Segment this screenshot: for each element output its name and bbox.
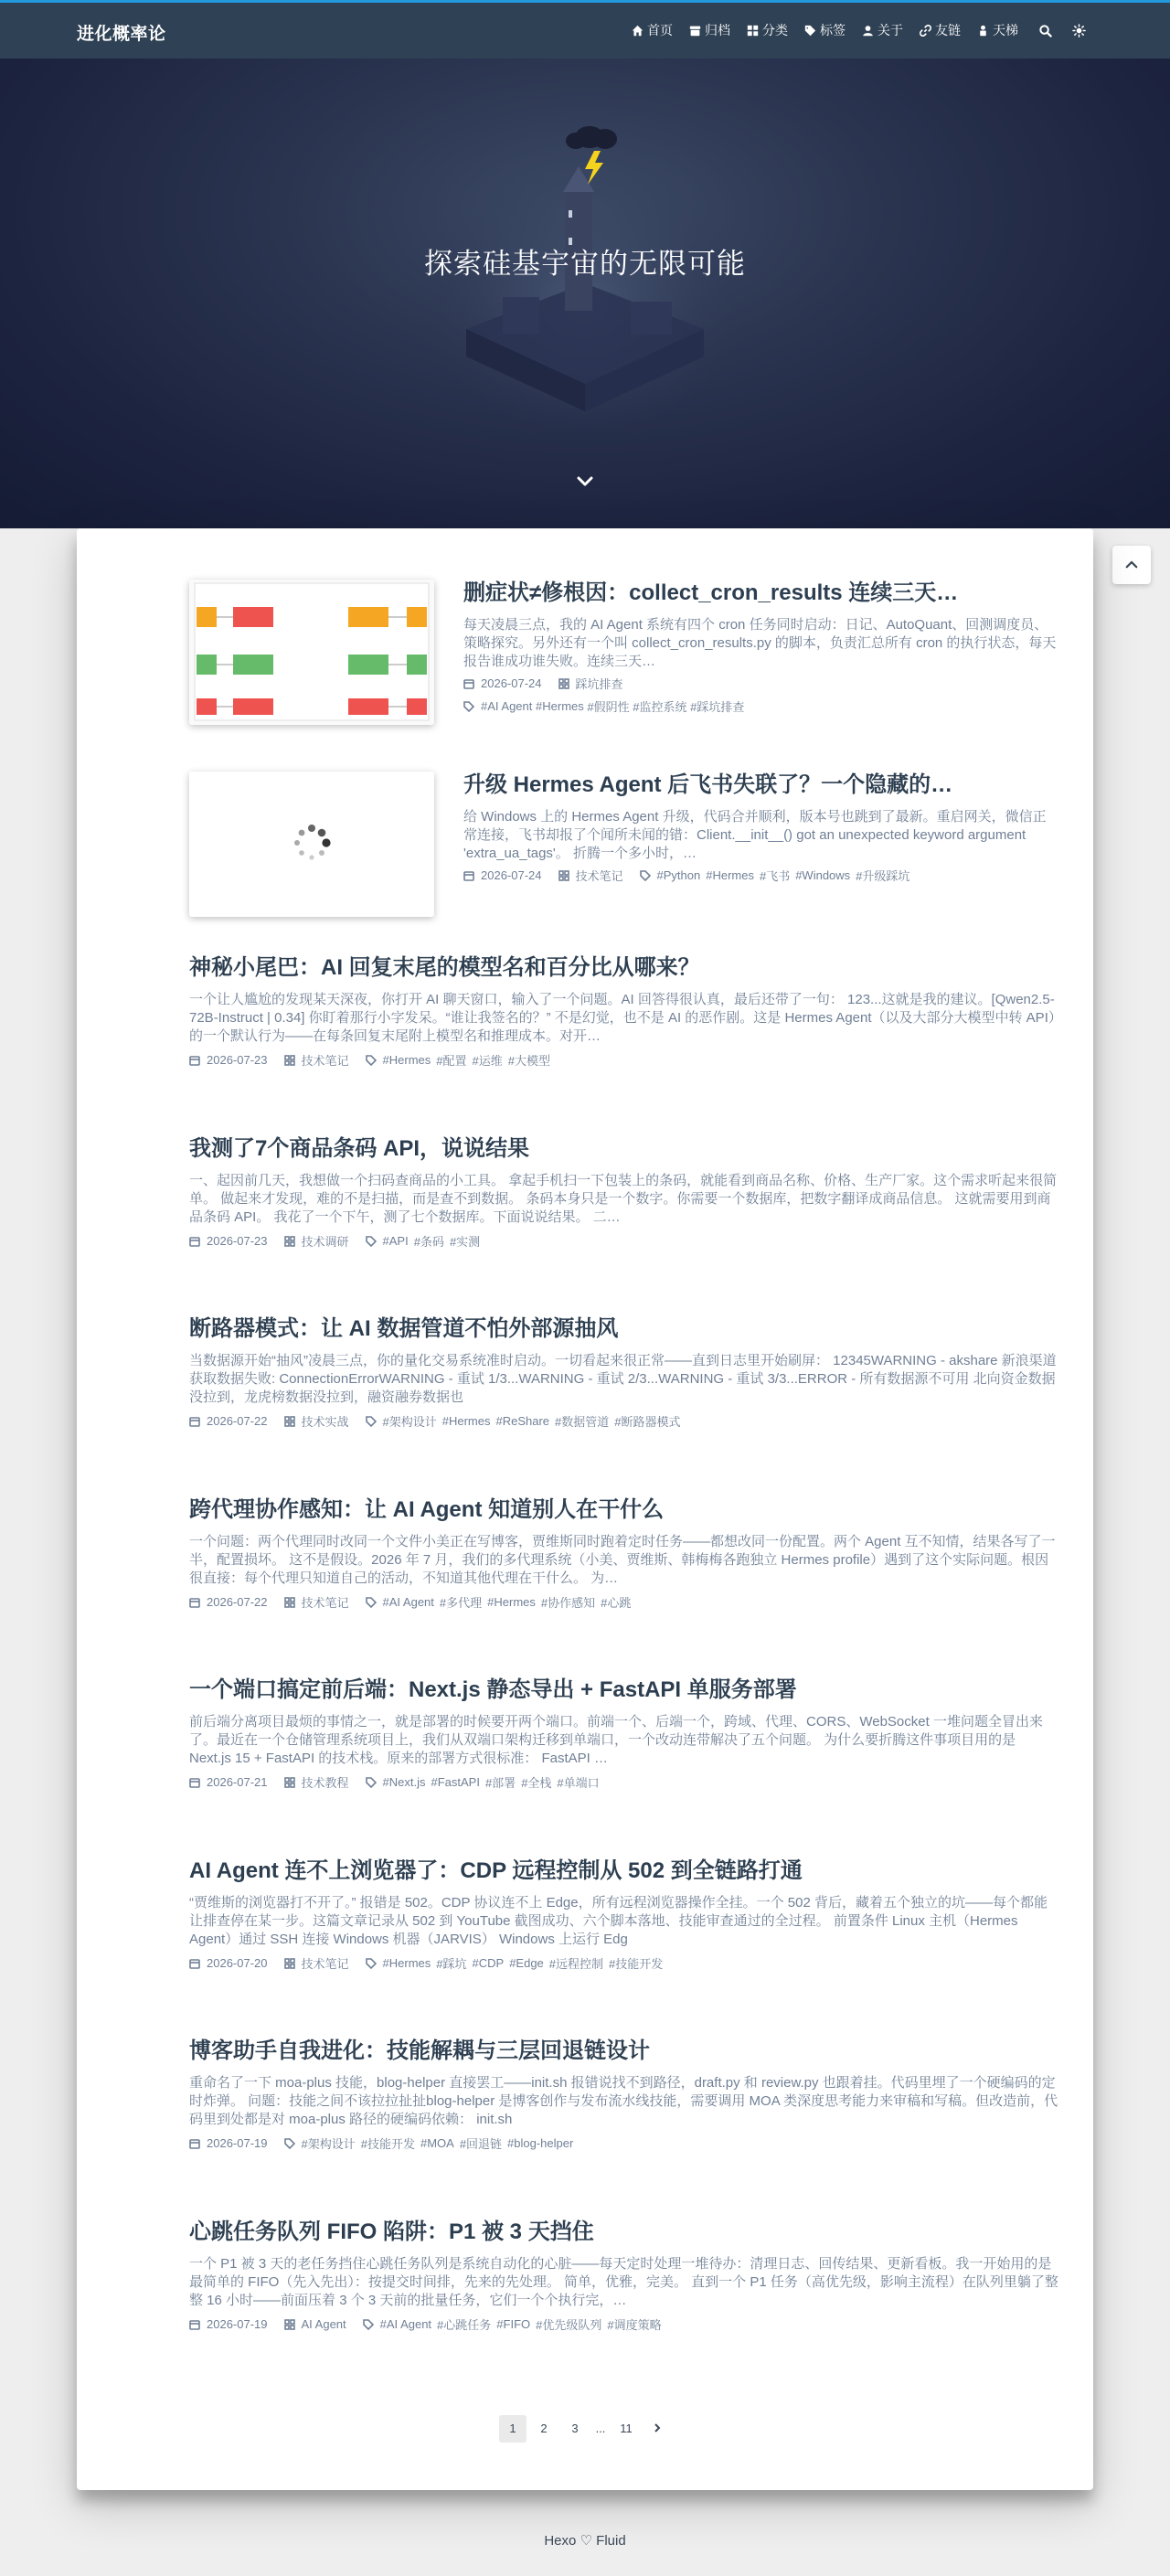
hero-title: 探索硅基宇宙的无限可能 xyxy=(424,248,746,280)
post-thumbnail[interactable] xyxy=(189,580,434,725)
post-category[interactable] xyxy=(284,1773,349,1791)
tag-icon xyxy=(366,1777,377,1788)
post-excerpt[interactable]: 一、起因前几天，我想做一个扫码查商品的小工具。 拿起手机扫一下包装上的条码，就能看到商品名称、价格、生产厂家。这个需求听起来很简单。 做起来才发现，难的不是扫描，而是查不到数据。 条码本身只是一个数字。你需要一个数据库，把数字翻译成商品信息。 这就需要用到商品条码 API。 我花了一个下午，测了七个数据库。下面说说结果。 二… xyxy=(189,1173,1058,1225)
nav-item-tags[interactable] xyxy=(803,21,846,39)
post-category[interactable] xyxy=(558,867,623,884)
post-content xyxy=(189,1135,1059,1250)
post-category[interactable] xyxy=(284,1593,349,1611)
tag-icon xyxy=(803,24,816,37)
post-excerpt[interactable]: 一个让人尴尬的发现某天深夜，你打开 AI 聊天窗口，输入了一个问题。AI 回答得很认真，最后还带了一句： 123...这就是我的建议。[Qwen2.5-72B-Instruct | 0.34] 你盯着那行小字发呆。“谁让我签名的？” 不是幻觉，也不是 AI 的恶作剧。这是 Hermes Agent（以及大部分大模型中转 API）的一个默认行为——在每条回复末尾附上模型名和推理成本。对开… xyxy=(189,992,1056,1044)
post-thumbnail[interactable] xyxy=(189,772,434,917)
post-tag[interactable]: #实测 xyxy=(449,1235,481,1249)
post-date-text: 2026-07-23 xyxy=(207,1053,268,1067)
page-ellipsis: ... xyxy=(595,2422,606,2435)
post-tag[interactable]: #ReShare xyxy=(495,1414,550,1428)
post-title[interactable]: 一个端口搞定前后端：Next.js 静态导出 + FastAPI 单服务部署 xyxy=(189,1677,797,1702)
tag-icon xyxy=(284,2138,295,2149)
post-tags xyxy=(366,1051,556,1069)
post-excerpt[interactable]: 每天凌晨三点，我的 AI Agent 系统有四个 cron 任务同时启动：日记、AutoQuant、回测调度员、策略探究。另外还有一个叫 collect_cron_results.py 的脚本，负责汇总所有 cron 的执行状态，每天报告谁成功谁失败。连续三天… xyxy=(463,617,1057,669)
post-excerpt[interactable]: 给 Windows 上的 Hermes Agent 升级，代码合并顺利，版本号也跳到了最新。重启网关，微信正常连接，飞书却报了个闻所未闻的错：Client.__init__() got an unexpected keyword argument 'extra_ua_tags'。 折腾一个多小时，… xyxy=(463,809,1047,861)
post-date xyxy=(189,1234,268,1248)
post-category[interactable] xyxy=(284,1051,349,1069)
post-tag[interactable]: #Python xyxy=(656,868,701,882)
post-date-text: 2026-07-24 xyxy=(481,868,542,882)
post-category-text: 技术笔记 xyxy=(575,869,623,883)
post-tag[interactable]: #Hermes xyxy=(382,1053,431,1067)
post-tag[interactable]: #远程控制 xyxy=(548,1957,604,1971)
post-content xyxy=(189,2038,1059,2152)
tag-icon xyxy=(366,1236,377,1247)
post-tag[interactable]: #条码 xyxy=(413,1235,444,1249)
post-tag[interactable]: #踩坑 xyxy=(436,1957,467,1971)
category-icon xyxy=(746,24,759,37)
post-date-text: 2026-07-23 xyxy=(207,1234,268,1248)
post-category-text: 技术笔记 xyxy=(301,1596,349,1610)
post-date-text: 2026-07-19 xyxy=(207,2317,268,2331)
post-category-text: AI Agent xyxy=(301,2317,346,2331)
sun-icon[interactable] xyxy=(1072,24,1086,37)
nav-menu xyxy=(615,21,1086,39)
nav-item-links[interactable] xyxy=(919,21,961,39)
nav-item-label: 首页 xyxy=(647,23,673,37)
post-tag[interactable]: #配置 xyxy=(436,1054,467,1068)
post-tags xyxy=(363,2315,667,2333)
top-navbar xyxy=(0,0,1170,59)
footer-hexo-link[interactable]: Hexo xyxy=(544,2533,577,2549)
post-date xyxy=(463,676,542,690)
scroll-to-top-button[interactable] xyxy=(1112,546,1151,584)
post-tag[interactable]: #大模型 xyxy=(507,1054,550,1068)
post-tag[interactable]: #多代理 xyxy=(439,1596,483,1610)
post-tag[interactable]: #AI Agent xyxy=(481,699,533,713)
post-category-text: 技术笔记 xyxy=(301,1957,349,1971)
loading-spinner-icon xyxy=(189,772,434,917)
post-category[interactable] xyxy=(284,1412,349,1430)
post-title[interactable]: 博客助手自我进化：技能解耦与三层回退链设计 xyxy=(189,2038,650,2063)
nav-item-home[interactable] xyxy=(631,21,673,39)
post-tag[interactable]: #Hermes xyxy=(487,1595,536,1609)
nav-item-archive[interactable] xyxy=(688,21,730,39)
post-tags xyxy=(366,1954,669,1972)
category-icon xyxy=(558,870,569,881)
category-icon xyxy=(284,1777,295,1788)
post-tag[interactable]: #架构设计 xyxy=(301,2137,356,2151)
post-tag[interactable]: #监控系统 xyxy=(633,700,687,714)
post-meta xyxy=(189,1593,1059,1611)
tag-icon xyxy=(640,870,651,881)
post-tag[interactable]: #Hermes xyxy=(706,868,754,882)
post-excerpt[interactable]: 一个 P1 被 3 天的老任务挡住心跳任务队列是系统自动化的心脏——每天定时处理一堆待办：清理日志、回传结果、更新看板。我一开始用的是最简单的 FIFO（先入先出）：按提交时间排，先来的先处理。 简单，优雅，完美。 直到一个 P1 任务（高优先级，影响主流程）在队列里躺了整整 16 小时——前面压着 3 个 3 天前的批量任务，它们一个个执行完，… xyxy=(189,2256,1058,2308)
chevron-right-icon xyxy=(653,2423,662,2432)
post-date xyxy=(189,1053,268,1067)
post-meta xyxy=(189,1412,1059,1430)
nav-item-category[interactable] xyxy=(746,21,788,39)
next-page-button[interactable] xyxy=(644,2415,671,2443)
post-tag[interactable]: #飞书 xyxy=(759,869,791,883)
post-tag[interactable]: #blog-helper xyxy=(507,2136,574,2150)
post-title[interactable]: 断路器模式：让 AI 数据管道不怕外部源抽风 xyxy=(189,1316,619,1341)
post-tag[interactable]: #单端口 xyxy=(557,1776,600,1790)
post-content xyxy=(463,580,1059,715)
post-category-text: 踩坑排查 xyxy=(575,677,623,691)
ladder-icon xyxy=(976,24,989,37)
post-meta xyxy=(189,1773,1059,1791)
nav-item-label: 天梯 xyxy=(993,23,1018,37)
post-content xyxy=(463,772,1059,884)
category-icon xyxy=(284,2319,295,2330)
nav-item-label: 关于 xyxy=(878,23,903,37)
post-category-text: 技术实战 xyxy=(301,1415,349,1429)
tag-icon xyxy=(366,1597,377,1608)
calendar-icon xyxy=(189,1958,200,1969)
post-title[interactable]: 神秘小尾巴：AI 回复末尾的模型名和百分比从哪来？ xyxy=(189,955,700,980)
post-date xyxy=(189,1956,268,1970)
post-date xyxy=(189,1595,268,1609)
home-icon xyxy=(631,24,644,37)
post-tag[interactable]: #AI Agent xyxy=(382,1595,434,1609)
post-date xyxy=(189,2136,268,2150)
post-tag[interactable]: #MOA xyxy=(420,2136,454,2150)
post-tag[interactable]: #数据管道 xyxy=(555,1415,610,1429)
post-tag[interactable]: #API xyxy=(382,1234,409,1248)
post-tags xyxy=(366,1773,605,1791)
post-tag[interactable]: #调度策略 xyxy=(607,2318,662,2332)
post-date-text: 2026-07-22 xyxy=(207,1414,268,1428)
tag-icon xyxy=(366,1416,377,1427)
post-tag[interactable]: #Edge xyxy=(509,1956,544,1970)
post-excerpt[interactable]: “贾维斯的浏览器打不开了。” 报错是 502。CDP 协议连不上 Edge，所有远程浏览器操作全挂。一个 502 背后，藏着五个独立的坑——每个都能让排查停在某一步。这篇文章记录从 502 到 YouTube 截图成功、六个脚本落地、技能审查通过的全过程。 前置条件 Linux 主机（Hermes Agent）通过 SSH 连接 Windows 机器（JARVIS） Windows 上运行 Edg xyxy=(189,1895,1048,1947)
flowchart-thumbnail-image xyxy=(189,580,434,725)
post-tag[interactable]: #AI Agent xyxy=(379,2317,432,2331)
post-tag[interactable]: #技能开发 xyxy=(609,1957,664,1971)
post-item xyxy=(189,580,1059,726)
calendar-icon xyxy=(463,678,474,689)
post-meta xyxy=(189,1051,1059,1069)
post-category[interactable] xyxy=(558,675,623,692)
post-title[interactable]: 删症状≠修根因：collect_cron_results 连续三天… xyxy=(463,580,959,605)
post-content xyxy=(189,1496,1059,1611)
post-date xyxy=(189,1775,268,1789)
post-title[interactable]: 跨代理协作感知：让 AI Agent 知道别人在干什么 xyxy=(189,1497,665,1522)
post-tag[interactable]: #FastAPI xyxy=(431,1775,480,1789)
footer xyxy=(0,2532,1170,2549)
post-title[interactable]: 升级 Hermes Agent 后飞书失联了？一个隐藏的… xyxy=(463,772,953,797)
site-brand[interactable]: 进化概率论 xyxy=(77,25,166,44)
nav-item-ladder[interactable] xyxy=(976,21,1018,39)
page-link-current[interactable]: 1 xyxy=(499,2415,526,2443)
page-link[interactable]: 2 xyxy=(540,2422,548,2435)
category-icon xyxy=(558,678,569,689)
post-title[interactable]: AI Agent 连不上浏览器了：CDP 远程控制从 502 到全链路打通 xyxy=(189,1858,803,1883)
post-excerpt[interactable]: 当数据源开始“抽风”凌晨三点，你的量化交易系统准时启动。一切看起来很正常——直到日志里开始刷屏： 12345WARNING - akshare 新浪渠道获取数据失败: ConnectionErrorWARNING - 重试 1/3...WARNING - 重试 2/3...WARNING - 重试 3/3...ERROR - 所有数据源不可用 北向资金数据没拉到，龙虎榜数据没拉到，融资融券数据也 xyxy=(189,1353,1057,1405)
nav-item-about[interactable] xyxy=(861,21,903,39)
post-tag[interactable]: #Hermes xyxy=(536,699,584,713)
post-content xyxy=(189,1677,1059,1791)
tag-icon xyxy=(366,1055,377,1066)
post-tag[interactable]: #优先级队列 xyxy=(536,2318,602,2332)
post-category-text: 技术教程 xyxy=(301,1776,349,1790)
search-icon[interactable] xyxy=(1038,24,1052,37)
post-content xyxy=(189,2219,1059,2333)
post-excerpt[interactable]: 一个问题：两个代理同时改同一个文件小美正在写博客，贾维斯同时跑着定时任务——都想改同一份配置。两个 Agent 互不知情，结果各写了一半，配置损坏。 这不是假设。2026 年 7 月，我们的多代理系统（小美、贾维斯、韩梅梅各跑独立 Hermes profile）遇到了这个实际问题。根因很直接：每个代理只知道自己的活动，不知道其他代理在干什么。 为… xyxy=(189,1534,1056,1586)
tag-icon xyxy=(366,1958,377,1969)
post-tag[interactable]: #Windows xyxy=(795,868,851,882)
calendar-icon xyxy=(189,1236,200,1247)
post-tags xyxy=(463,697,1059,715)
post-date-text: 2026-07-20 xyxy=(207,1956,268,1970)
post-tag[interactable]: #技能开发 xyxy=(360,2137,415,2151)
post-meta xyxy=(463,675,1059,692)
post-tag[interactable]: #运维 xyxy=(472,1054,503,1068)
post-excerpt[interactable]: 前后端分离项目最烦的事情之一，就是部署的时候要开两个端口。前端一个、后端一个，跨域、代理、CORS、WebSocket 一堆问题全冒出来了。最近在一个仓储管理系统项目上，我们从双端口架构迁移到单端口，一个改动连带解决了五个问题。 为什么要折腾这件事项目用的是 Next.js 15 + FastAPI 的技术栈。原来的部署方式很标准： FastAPI … xyxy=(189,1714,1043,1766)
post-tag[interactable]: #协作感知 xyxy=(540,1596,596,1610)
page-link-last[interactable]: 11 xyxy=(620,2422,633,2435)
calendar-icon xyxy=(189,1416,200,1427)
post-category[interactable] xyxy=(284,2317,346,2331)
post-tag[interactable]: #踩坑排查 xyxy=(690,700,745,714)
post-tag[interactable]: #断路器模式 xyxy=(614,1415,681,1429)
post-title[interactable]: 心跳任务队列 FIFO 陷阱：P1 被 3 天挡住 xyxy=(189,2219,594,2244)
post-meta xyxy=(189,2315,1059,2333)
nav-item-label: 归档 xyxy=(705,23,730,37)
pagination xyxy=(77,2415,1093,2443)
post-date-text: 2026-07-24 xyxy=(481,676,542,690)
calendar-icon xyxy=(189,2138,200,2149)
footer-fluid-link[interactable]: Fluid xyxy=(596,2533,626,2549)
category-icon xyxy=(284,1597,295,1608)
chevron-down-icon[interactable] xyxy=(574,471,596,493)
post-date xyxy=(189,1414,268,1428)
post-content xyxy=(189,1315,1059,1430)
category-icon xyxy=(284,1958,295,1969)
post-tags xyxy=(284,2134,580,2152)
post-category-text: 技术调研 xyxy=(301,1235,349,1249)
post-tag[interactable]: #Next.js xyxy=(382,1775,426,1789)
category-icon xyxy=(284,1236,295,1247)
category-icon xyxy=(284,1416,295,1427)
post-tag[interactable]: #Hermes xyxy=(441,1414,491,1428)
post-category-text: 技术笔记 xyxy=(301,1054,349,1068)
calendar-icon xyxy=(463,870,474,881)
post-excerpt[interactable]: 重命名了一下 moa-plus 技能，blog-helper 直接罢工——init.sh 报错说找不到路径，draft.py 和 review.py 也跟着挂。代码里埋了一个硬编码的定时炸弹。 问题：技能之间不该拉拉扯扯blog-helper 是博客创作与发布流水线技能，需要调用 MOA 类深度思考能力来审稿和写稿。但改造前，代码里到处都是对 moa-plus 路径的硬编码依赖： init.sh xyxy=(189,2075,1058,2127)
post-meta xyxy=(189,2134,1059,2152)
nav-item-label: 友链 xyxy=(935,23,961,37)
post-item xyxy=(189,772,1059,918)
post-tags xyxy=(366,1412,686,1430)
post-tag[interactable]: #架构设计 xyxy=(382,1415,437,1429)
post-tag[interactable]: #回退链 xyxy=(459,2137,503,2151)
tag-icon xyxy=(363,2319,374,2330)
user-icon xyxy=(861,24,874,37)
post-content xyxy=(189,1857,1059,1972)
post-meta xyxy=(189,1232,1059,1250)
post-date xyxy=(189,2317,268,2331)
post-tag[interactable]: #升级踩坑 xyxy=(856,869,910,883)
post-tag[interactable]: #假阴性 xyxy=(587,700,630,714)
post-title[interactable]: 我测了7个商品条码 API，说说结果 xyxy=(189,1136,530,1161)
post-category[interactable] xyxy=(284,1232,349,1250)
post-tag[interactable]: #心跳任务 xyxy=(437,2318,492,2332)
nav-item-label: 分类 xyxy=(762,23,788,37)
post-tag[interactable]: #全栈 xyxy=(521,1776,552,1790)
post-tag[interactable]: #FIFO xyxy=(496,2317,531,2331)
post-tag[interactable]: #CDP xyxy=(472,1956,505,1970)
chevron-up-icon xyxy=(1123,557,1140,573)
post-date-text: 2026-07-22 xyxy=(207,1595,268,1609)
post-content xyxy=(189,954,1059,1069)
calendar-icon xyxy=(189,1777,200,1788)
page-link[interactable]: 3 xyxy=(571,2422,579,2435)
post-date-text: 2026-07-21 xyxy=(207,1775,268,1789)
post-meta xyxy=(189,1954,1059,1972)
post-list-card xyxy=(77,528,1093,2490)
link-icon xyxy=(919,24,931,37)
post-date-text: 2026-07-19 xyxy=(207,2136,268,2150)
heart-icon: ♡ xyxy=(580,2533,592,2549)
archive-icon xyxy=(688,24,701,37)
nav-item-label: 标签 xyxy=(820,23,846,37)
post-meta xyxy=(463,867,1059,884)
calendar-icon xyxy=(189,1055,200,1066)
post-tags xyxy=(640,867,916,884)
hero-banner xyxy=(0,0,1170,528)
post-tag[interactable]: #部署 xyxy=(484,1776,516,1790)
post-tags xyxy=(366,1232,486,1250)
calendar-icon xyxy=(189,1597,200,1608)
category-icon xyxy=(284,1055,295,1066)
post-tag[interactable]: #Hermes xyxy=(382,1956,431,1970)
tag-icon xyxy=(463,701,474,712)
calendar-icon xyxy=(189,2319,200,2330)
post-date xyxy=(463,868,542,882)
post-tag[interactable]: #心跳 xyxy=(601,1596,632,1610)
post-category[interactable] xyxy=(284,1954,349,1972)
post-tags xyxy=(366,1593,637,1611)
